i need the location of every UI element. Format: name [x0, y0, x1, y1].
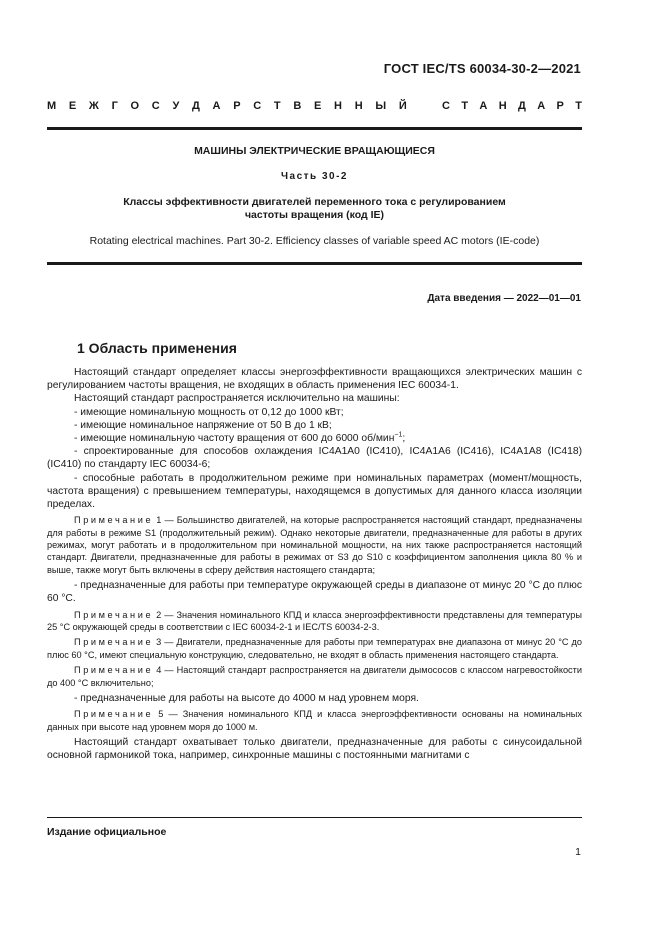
note — [47, 636, 582, 661]
list-item: - предназначенные для работы на высоте до 4000 м над уровнем моря. — [74, 693, 419, 705]
banner-word: С Т А Н Д А Р Т — [442, 100, 582, 112]
list-item: - имеющие номинальную мощность от 0,12 до 1000 кВт; — [74, 406, 344, 418]
note-text: 2 — Значения номинального КПД и класса энергоэффективности представлены для температуры 25 °С окружающей среды в соответствии с IEC 60034-2-1 и IEC/TS 60034-2-3. — [47, 609, 582, 633]
list-item: - спроектированные для способов охлаждения IC4A1A0 (IC410), IC4A1A6 (IC416), IC4A1A8 (IC418) (IC410) по стандарту IEC 60034-6; — [47, 446, 582, 471]
note-text: 3 — Двигатели, предназначенные для работы при температурах вне диапазона от минус 20 °С до плюс 60 °С, имеют специальную конструкцию, следовательно, не входят в область применения настоящего стандарта. — [47, 637, 582, 660]
subtitle-line-1: Классы эффективности двигателей переменного тока с регулированием — [123, 196, 506, 208]
note-label: Примечание — [74, 637, 154, 648]
list-item: - предназначенные для работы при температуре окружающей среды в диапазоне от минус 20 °С до плюс 60 °С. — [47, 580, 582, 605]
standard-type-banner — [47, 100, 582, 112]
list-item: - имеющие номинальное напряжение от 50 В до 1 кВ; — [74, 419, 332, 431]
paragraph: Настоящий стандарт охватывает только двигатели, предназначенные для работы с синусоидальной основной гармоникой тока, например, синхронные машины с постоянными магнитами с — [47, 737, 582, 762]
list-item — [47, 432, 582, 445]
note — [47, 708, 582, 733]
note — [47, 514, 582, 576]
footer-rule — [47, 817, 582, 818]
title-rule — [47, 262, 582, 265]
page-number: 1 — [575, 846, 581, 858]
note-label: Примечание — [74, 709, 154, 720]
introduction-date: Дата введения — 2022—01—01 — [427, 293, 581, 304]
document-part: Часть 30-2 — [281, 171, 348, 182]
list-item-text: - имеющие номинальную частоту вращения от 600 до 6000 об/мин — [74, 433, 395, 445]
standard-code: ГОСТ IEC/TS 60034-30-2—2021 — [383, 61, 581, 76]
subtitle-line-2: частоты вращения (код IE) — [244, 209, 385, 221]
english-title: Rotating electrical machines. Part 30-2. Efficiency classes of variable speed AC motors (IE-code) — [89, 235, 540, 247]
header-rule — [47, 127, 582, 130]
note-label: Примечание — [74, 609, 154, 620]
note — [47, 609, 582, 634]
note — [47, 664, 582, 689]
note-label: Примечание — [74, 515, 154, 526]
edition-label: Издание официальное — [47, 826, 167, 838]
unit-superscript: −1 — [394, 431, 403, 439]
paragraph: Настоящий стандарт определяет классы энергоэффективности вращающихся электрических машин с регулированием частоты вращения, не входящих в область применения IEC 60034-1. — [47, 367, 582, 392]
note-label: Примечание — [74, 665, 154, 676]
note-text: 4 — Настоящий стандарт распространяется на двигатели дымососов с классом нагревостойкости до 400 °С включительно; — [47, 665, 582, 688]
list-item-end: ; — [402, 433, 406, 445]
list-item: - способные работать в продолжительном режиме при номинальных параметрах (момент/мощность, частота вращения) с превышением температуры, находящемся в допустимых для данного класса изоляции пределах. — [47, 472, 582, 511]
paragraph: Настоящий стандарт распространяется исключительно на машины: — [74, 393, 400, 405]
note-text: 1 — Большинство двигателей, на которые распространяется настоящий стандарт, предназначены для работы в режиме S1 (продолжительный режим). Однако некоторые двигатели, предназначенные для работы в других режимах, могут работать и в продолжительном при номинальной мощности, на них также распространяется настоящий стандарт. Двигатели, предназначенные для работы в режимах от S3 до S10 с коэффициентом заполнения цикла 80 % и выше, также могут быть включены в сферу действия настоящего стандарта; — [47, 515, 582, 575]
section-heading: 1 Область применения — [77, 340, 237, 356]
section-body — [47, 366, 582, 763]
note-text: 5 — Значения номинального КПД и класса энергоэффективности основаны на номинальных данных при высоте над уровнем моря до 1000 м. — [47, 709, 582, 732]
banner-word: М Е Ж Г О С У Д А Р С Т В Е Н Н Ы Й — [47, 100, 407, 112]
document-title: МАШИНЫ ЭЛЕКТРИЧЕСКИЕ ВРАЩАЮЩИЕСЯ — [194, 145, 435, 157]
document-subtitle — [47, 196, 582, 222]
